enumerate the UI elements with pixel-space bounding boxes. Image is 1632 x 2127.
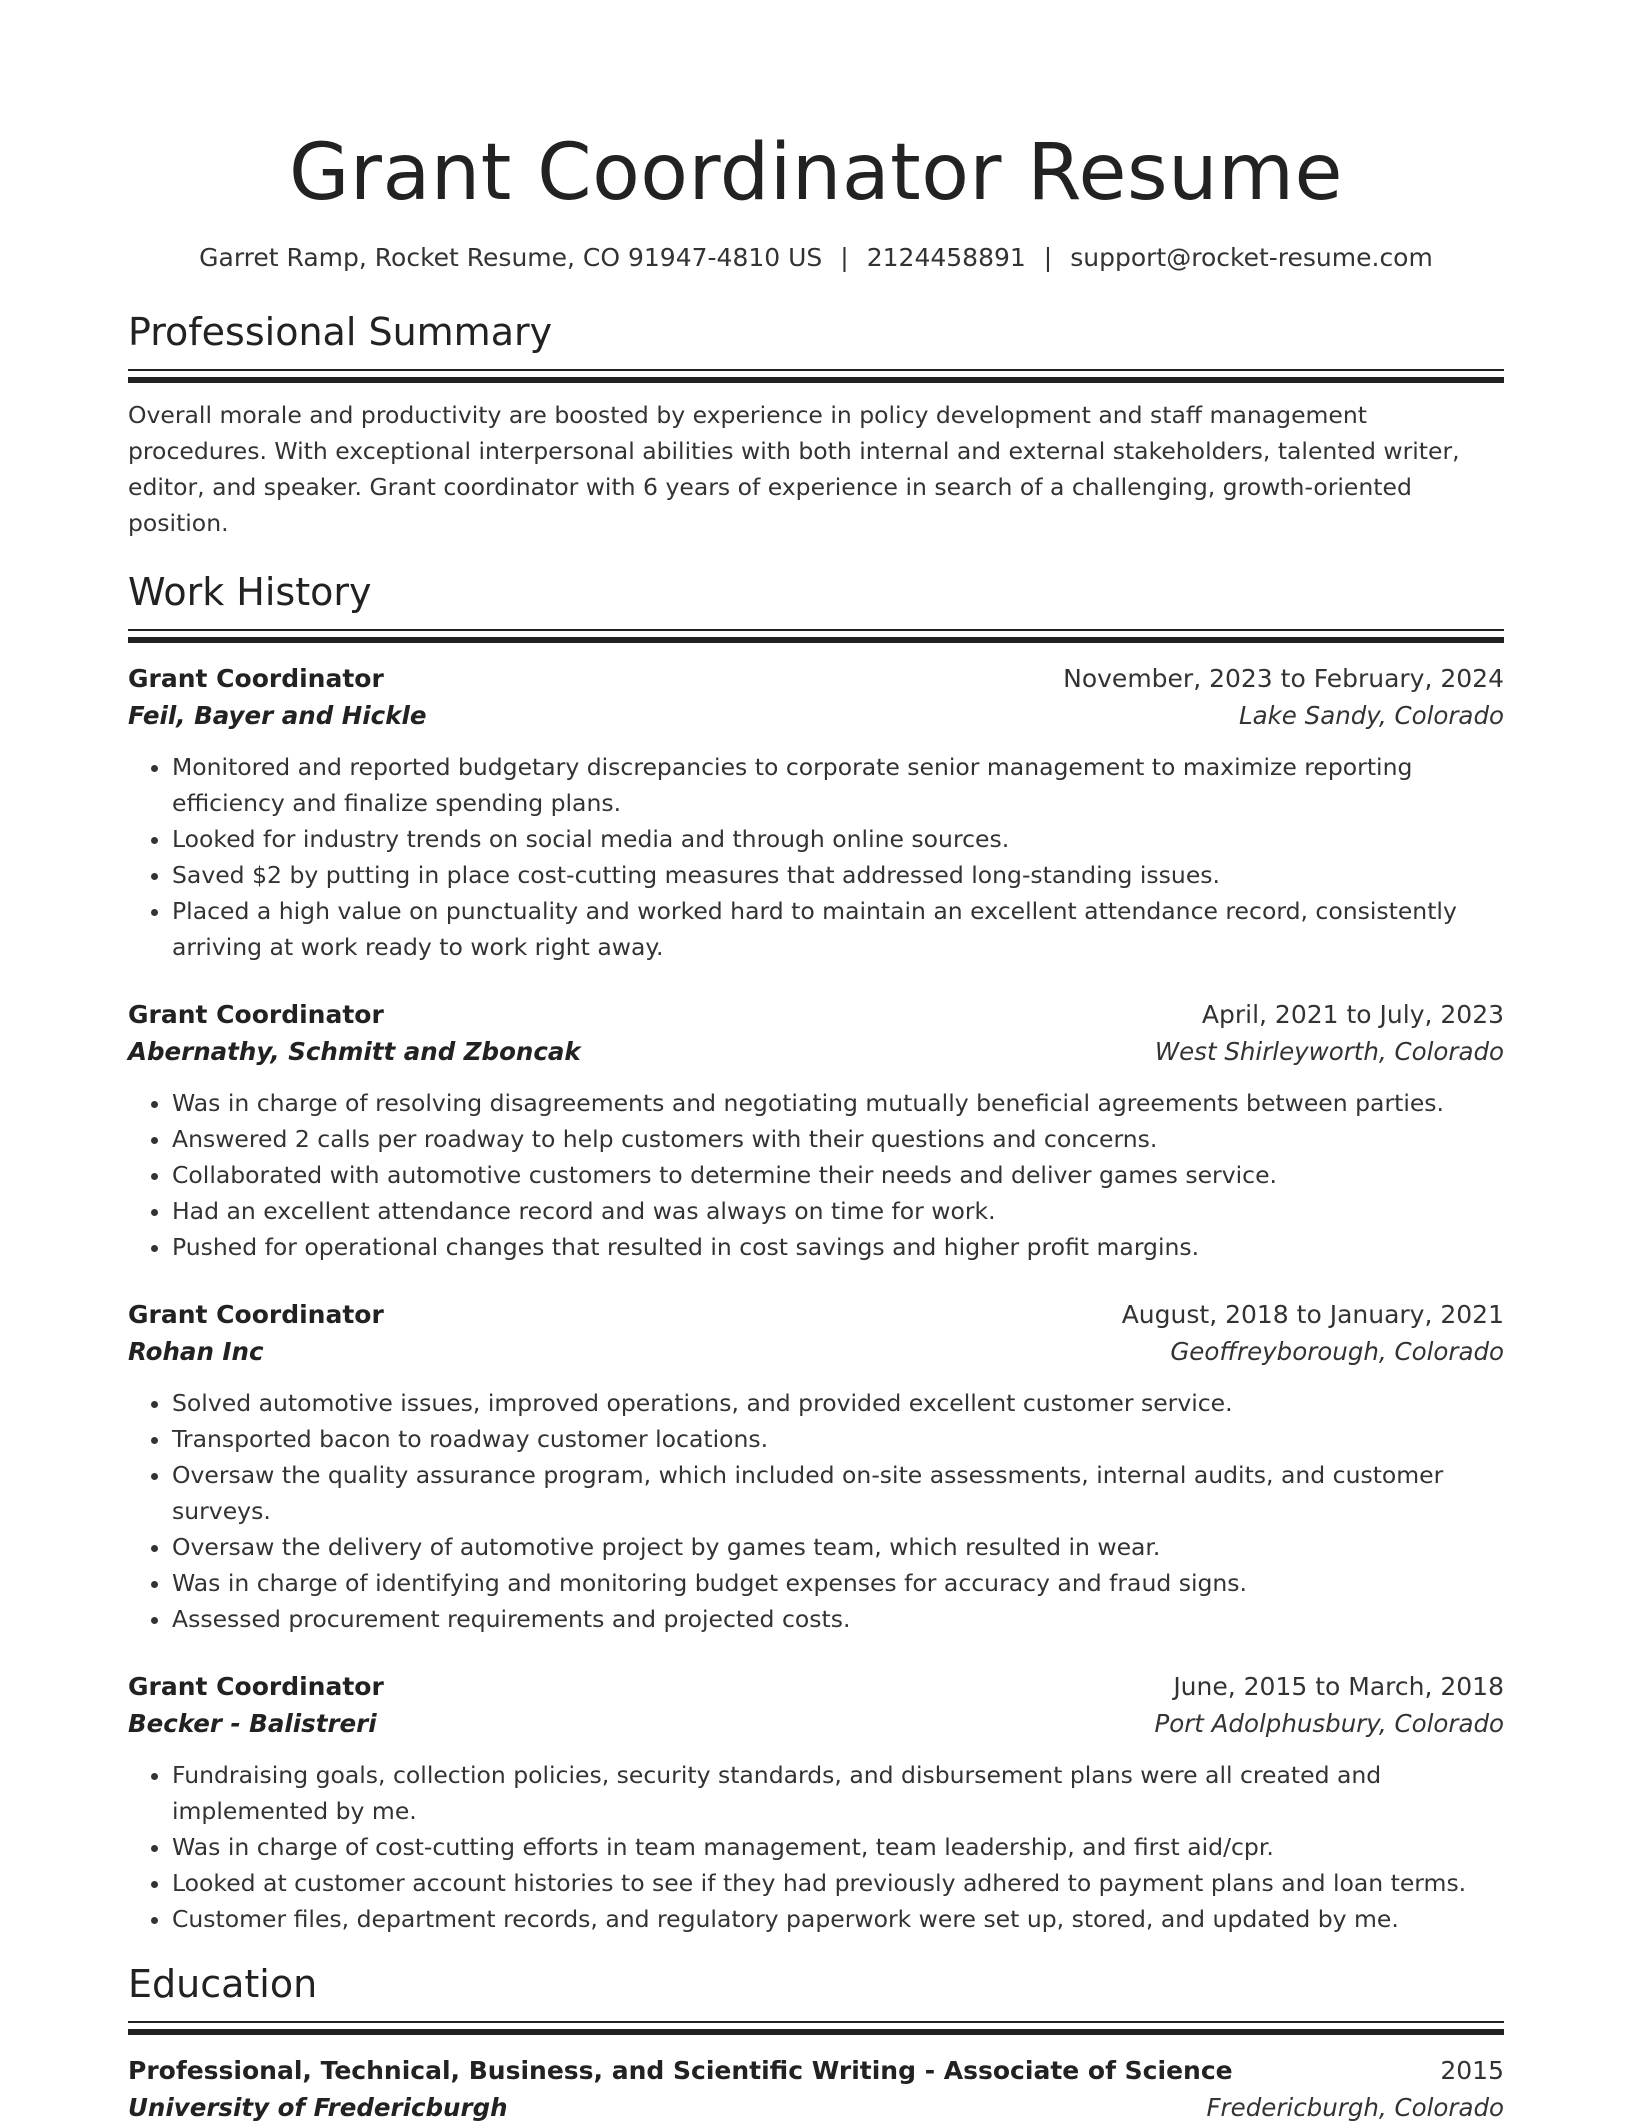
job-dates: April, 2021 to July, 2023 bbox=[1201, 1000, 1504, 1029]
job-location: Geoffreyborough, Colorado bbox=[1170, 1337, 1504, 1366]
job-employer: Feil, Bayer and Hickle bbox=[128, 701, 427, 730]
job-title: Grant Coordinator bbox=[128, 1000, 384, 1029]
section-divider bbox=[128, 629, 1504, 643]
job-bullet: • Monitored and reported budgetary discrepancies to corporate senior management to maximize reporting efficiency and finalize spending plans. bbox=[172, 749, 1504, 821]
section-heading-education: Education bbox=[128, 1962, 318, 2006]
contact-email: support@rocket-resume.com bbox=[1070, 243, 1433, 272]
job-bullet: • Oversaw the delivery of automotive project by games team, which resulted in wear. bbox=[172, 1529, 1504, 1565]
job-bullets bbox=[128, 1085, 1504, 1265]
resume-page bbox=[128, 0, 1504, 2127]
contact-separator: | bbox=[840, 243, 849, 272]
job-bullet: • Placed a high value on punctuality and worked hard to maintain an excellent attendance record, consistently arriving at work ready to work right away. bbox=[172, 893, 1504, 965]
job-bullet: • Assessed procurement requirements and projected costs. bbox=[172, 1601, 1504, 1637]
job-bullet: • Collaborated with automotive customers to determine their needs and deliver games service. bbox=[172, 1157, 1504, 1193]
job-location: West Shirleyworth, Colorado bbox=[1154, 1037, 1504, 1066]
job-location: Port Adolphusbury, Colorado bbox=[1154, 1709, 1504, 1738]
job-bullet: • Looked for industry trends on social media and through online sources. bbox=[172, 821, 1504, 857]
education-degree: Professional, Technical, Business, and Scientific Writing - Associate of Science bbox=[128, 2056, 1233, 2085]
job-title: Grant Coordinator bbox=[128, 1672, 384, 1701]
job-bullets bbox=[128, 1757, 1504, 1937]
job-bullet: • Looked at customer account histories to see if they had previously adhered to payment plans and loan terms. bbox=[172, 1865, 1504, 1901]
contact-line bbox=[128, 241, 1504, 275]
job-title: Grant Coordinator bbox=[128, 664, 384, 693]
job-location: Lake Sandy, Colorado bbox=[1238, 701, 1504, 730]
section-heading-summary: Professional Summary bbox=[128, 310, 553, 354]
job-employer: Becker - Balistreri bbox=[128, 1709, 377, 1738]
education-entry bbox=[128, 2053, 1504, 2127]
job-dates: August, 2018 to January, 2021 bbox=[1121, 1300, 1504, 1329]
job-bullet: • Saved $2 by putting in place cost-cutting measures that addressed long-standing issues. bbox=[172, 857, 1504, 893]
job-bullet: • Was in charge of cost-cutting efforts in team management, team leadership, and first aid/cpr. bbox=[172, 1829, 1504, 1865]
job-employer: Rohan Inc bbox=[128, 1337, 264, 1366]
contact-address: Garret Ramp, Rocket Resume, CO 91947-4810 US bbox=[199, 243, 823, 272]
job-entry bbox=[128, 661, 1504, 965]
section-divider bbox=[128, 2021, 1504, 2035]
job-bullet: • Transported bacon to roadway customer locations. bbox=[172, 1421, 1504, 1457]
education-school: University of Fredericburgh bbox=[128, 2093, 508, 2122]
job-bullet: • Customer files, department records, and regulatory paperwork were set up, stored, and updated by me. bbox=[172, 1901, 1504, 1937]
section-heading-work-history: Work History bbox=[128, 570, 372, 614]
work-history-section bbox=[128, 567, 1504, 1937]
job-dates: June, 2015 to March, 2018 bbox=[1173, 1672, 1504, 1701]
job-bullet: • Oversaw the quality assurance program, which included on-site assessments, internal audits, and customer surveys. bbox=[172, 1457, 1504, 1529]
contact-phone: 2124458891 bbox=[866, 243, 1026, 272]
job-bullet: • Was in charge of identifying and monitoring budget expenses for accuracy and fraud signs. bbox=[172, 1565, 1504, 1601]
job-bullet: • Pushed for operational changes that resulted in cost savings and higher profit margins. bbox=[172, 1229, 1504, 1265]
job-bullet: • Answered 2 calls per roadway to help customers with their questions and concerns. bbox=[172, 1121, 1504, 1157]
education-location: Fredericburgh, Colorado bbox=[1206, 2093, 1504, 2122]
resume-title: Grant Coordinator Resume bbox=[288, 128, 1344, 218]
section-divider bbox=[128, 369, 1504, 383]
job-title: Grant Coordinator bbox=[128, 1300, 384, 1329]
job-employer: Abernathy, Schmitt and Zboncak bbox=[128, 1037, 581, 1066]
education-section bbox=[128, 1959, 1504, 2127]
education-year: 2015 bbox=[1440, 2056, 1504, 2085]
job-bullet: • Was in charge of resolving disagreements and negotiating mutually beneficial agreements between parties. bbox=[172, 1085, 1504, 1121]
contact-separator: | bbox=[1043, 243, 1053, 272]
job-bullets bbox=[128, 749, 1504, 965]
job-bullet: • Solved automotive issues, improved operations, and provided excellent customer service. bbox=[172, 1385, 1504, 1421]
job-bullets bbox=[128, 1385, 1504, 1637]
job-entry bbox=[128, 1669, 1504, 1937]
job-entry bbox=[128, 1297, 1504, 1637]
job-entry bbox=[128, 997, 1504, 1265]
summary-text: Overall morale and productivity are boosted by experience in policy development and staff management procedures. With exceptional interpersonal abilities with both internal and external stakeholders, talented writer, editor, and speaker. Grant coordinator with 6 years of experience in search of a challenging, growth-oriented position. bbox=[128, 401, 1460, 537]
job-dates: November, 2023 to February, 2024 bbox=[1063, 664, 1504, 693]
job-bullet: • Fundraising goals, collection policies, security standards, and disbursement plans were all created and implemented by me. bbox=[172, 1757, 1504, 1829]
summary-section bbox=[128, 307, 1504, 541]
job-bullet: • Had an excellent attendance record and was always on time for work. bbox=[172, 1193, 1504, 1229]
